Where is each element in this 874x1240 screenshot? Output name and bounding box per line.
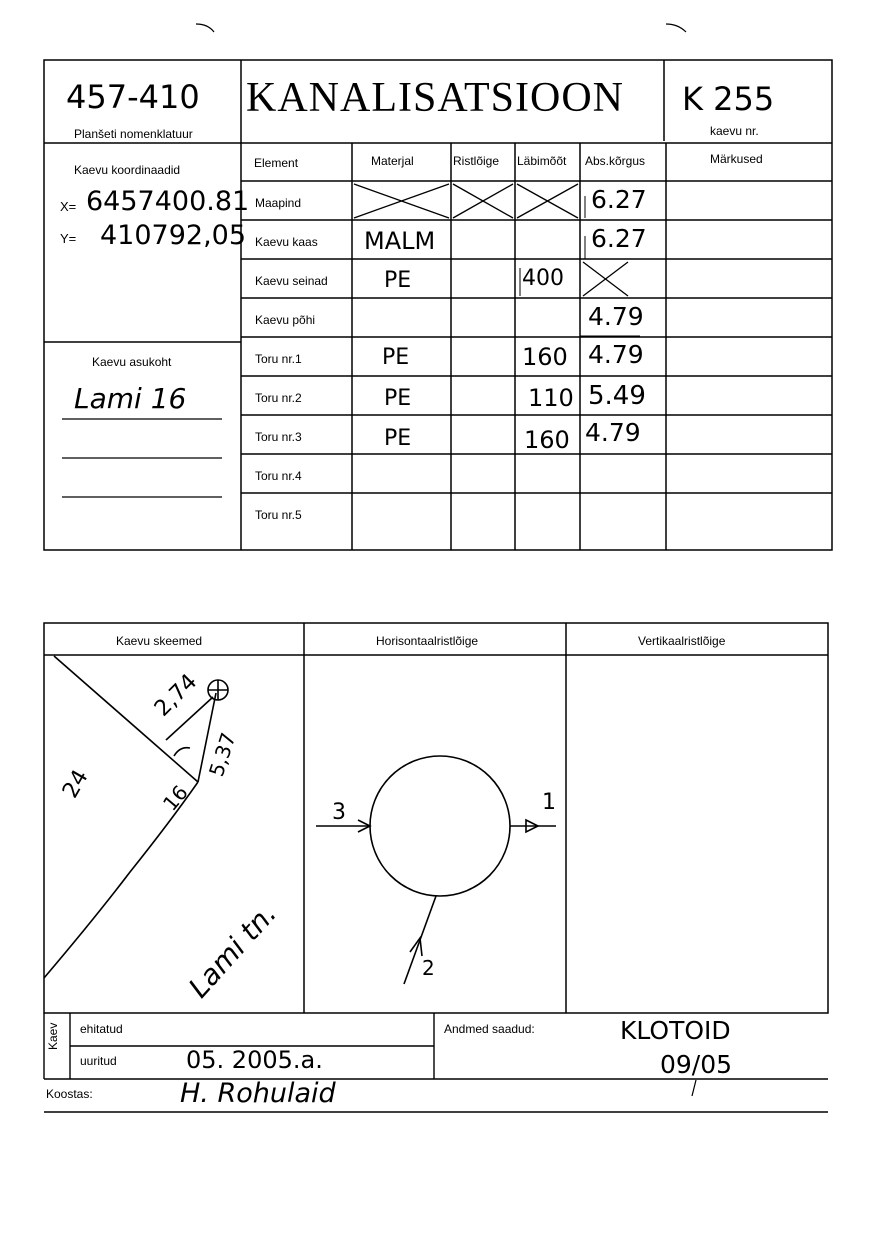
- pipe-3-label: 3: [332, 800, 346, 825]
- header-element: Element: [254, 156, 299, 170]
- row-element: Kaevu seinad: [255, 274, 328, 288]
- cell-elevation: 6.27: [591, 224, 647, 253]
- cell-diameter: 400: [522, 266, 564, 291]
- header-elevation: Abs.kõrgus: [585, 154, 646, 168]
- compiled-value: H. Rohulaid: [180, 1078, 336, 1109]
- cell-material: PE: [384, 426, 412, 451]
- pipe-1-label: 1: [542, 790, 556, 815]
- header-cross-section: Ristlõige: [453, 154, 500, 168]
- sheet-label: Planšeti nomenklatuur: [74, 127, 193, 141]
- dimension-c: 16: [158, 780, 193, 816]
- sheet-number: 457-410: [66, 78, 200, 116]
- row-element: Kaevu põhi: [255, 313, 316, 327]
- row-element: Toru nr.4: [255, 469, 302, 483]
- surveyed-label: uuritud: [80, 1054, 117, 1068]
- location-value: Lami 16: [74, 382, 187, 415]
- data-received-label: Andmed saadud:: [444, 1022, 535, 1036]
- cell-material: PE: [384, 268, 412, 293]
- cell-elevation: 6.27: [591, 185, 647, 214]
- compiled-label: Koostas:: [46, 1087, 93, 1101]
- dimension-d: 24: [58, 765, 94, 803]
- header-diameter: Läbimõõt: [517, 154, 567, 168]
- y-coordinate: 410792,05: [100, 220, 247, 251]
- dimension-a: 2,74: [150, 669, 203, 722]
- cell-elevation: 4.79: [588, 302, 644, 331]
- row-element: Toru nr.3: [255, 430, 302, 444]
- cell-diameter: 110: [528, 384, 574, 412]
- cell-material: PE: [382, 345, 410, 370]
- header-material: Materjal: [371, 154, 414, 168]
- x-coordinate: 6457400.81: [86, 186, 250, 217]
- header-notes: Märkused: [710, 152, 763, 166]
- coords-label: Kaevu koordinaadid: [74, 163, 181, 177]
- x-prefix: X=: [60, 199, 77, 214]
- row-element: Toru nr.1: [255, 352, 302, 366]
- cell-material: MALM: [364, 227, 436, 255]
- y-prefix: Y=: [60, 231, 77, 246]
- built-label: ehitatud: [80, 1022, 123, 1036]
- panel-title-schemes: Kaevu skeemed: [116, 634, 203, 648]
- cell-elevation: 5.49: [588, 381, 646, 411]
- well-side-label: Kaev: [46, 1022, 60, 1050]
- card-title: KANALISATSIOON: [246, 75, 624, 121]
- well-number-label: kaevu nr.: [710, 124, 759, 138]
- location-label: Kaevu asukoht: [92, 355, 172, 369]
- cell-elevation: 4.79: [588, 340, 644, 369]
- data-received-date: 09/05: [660, 1050, 733, 1079]
- cell-elevation: 4.79: [585, 418, 641, 447]
- cell-diameter: 160: [522, 343, 568, 371]
- row-element: Toru nr.5: [255, 508, 302, 522]
- panel-title-vertical: Vertikaalristlõige: [638, 634, 726, 648]
- cell-material: PE: [384, 386, 412, 411]
- well-number: K 255: [682, 80, 775, 118]
- row-element: Maapind: [255, 196, 302, 210]
- pipe-2-label: 2: [422, 956, 435, 980]
- street-name: Lami tn.: [182, 897, 284, 1005]
- dimension-b: 5,37: [204, 729, 241, 780]
- row-element: Kaevu kaas: [255, 235, 318, 249]
- panel-title-horizontal: Horisontaalristlõige: [376, 634, 479, 648]
- row-element: Toru nr.2: [255, 391, 302, 405]
- surveyed-value: 05. 2005.a.: [186, 1046, 323, 1074]
- cell-diameter: 160: [524, 426, 570, 454]
- data-received-value: KLOTOID: [620, 1016, 731, 1045]
